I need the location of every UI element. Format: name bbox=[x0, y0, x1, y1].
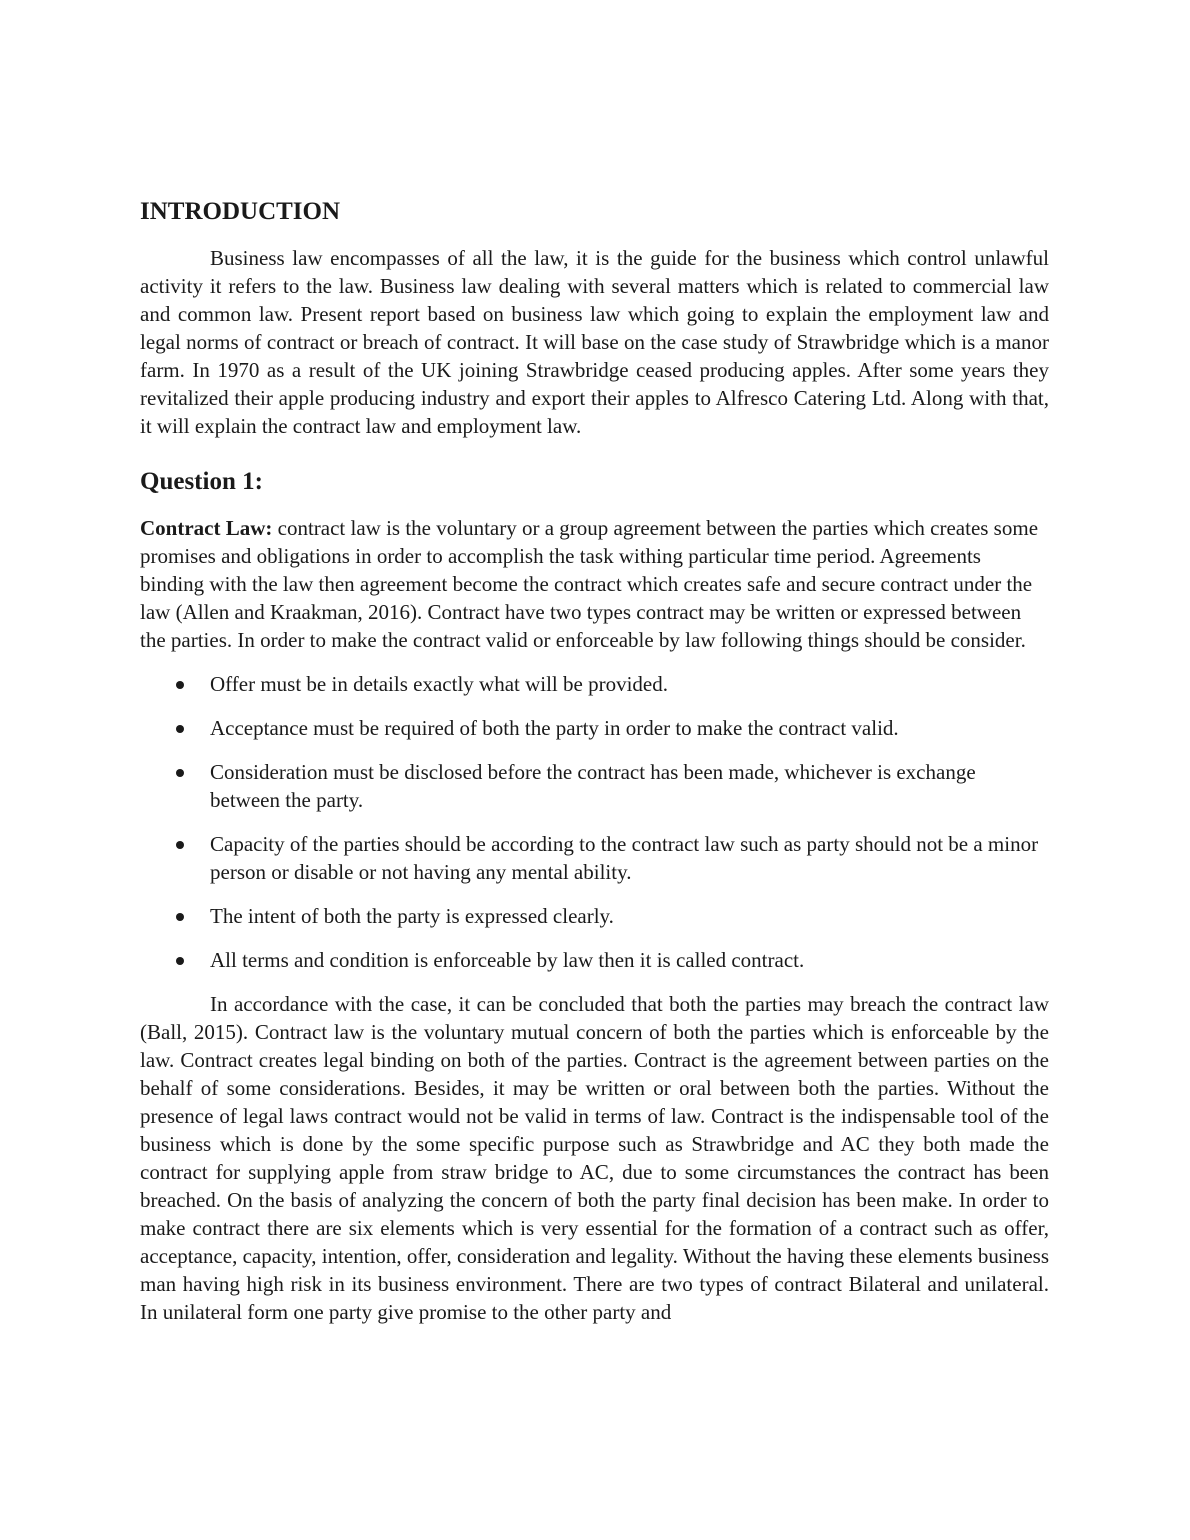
list-item bbox=[140, 946, 1040, 974]
list-item-text: Consideration must be disclosed before the contract has been made, whichever is exchange between the party. bbox=[210, 760, 976, 812]
list-item bbox=[140, 758, 1040, 814]
contract-law-label: Contract Law: bbox=[140, 516, 273, 540]
list-item bbox=[140, 830, 1040, 886]
bullet-icon bbox=[176, 769, 184, 777]
bullet-icon bbox=[176, 957, 184, 965]
list-item bbox=[140, 670, 1040, 698]
list-item-text: Capacity of the parties should be according to the contract law such as party should not be a minor person or disable or not having any mental ability. bbox=[210, 832, 1039, 884]
conclusion-paragraph: In accordance with the case, it can be concluded that both the parties may breach the contract law (Ball, 2015). Contract law is the voluntary mutual concern of both the parties which is enforceable by the law. Contract creates legal binding on both of the parties. Contract is the agreement between parties on the behalf of some considerations. Besides, it may be written or oral between both the parties. Without the presence of legal laws contract would not be valid in terms of law. Contract is the indispensable tool of the business which is done by the some specific purpose such as Strawbridge and AC they both made the contract for supplying apple from straw bridge to AC, due to some circumstances the contract has been breached. On the basis of analyzing the concern of both the party final decision has been make. In order to make contract there are six elements which is very essential for the formation of a contract such as offer, acceptance, capacity, intention, offer, consideration and legality. Without the having these elements business man having high risk in its business environment. There are two types of contract Bilateral and unilateral. In unilateral form one party give promise to the other party and bbox=[140, 992, 1049, 1324]
bullet-icon bbox=[176, 913, 184, 921]
bullet-icon bbox=[176, 725, 184, 733]
list-item-text: The intent of both the party is expressed clearly. bbox=[210, 904, 614, 928]
question-1-heading: Question 1: bbox=[140, 468, 263, 495]
contract-law-text: contract law is the voluntary or a group agreement between the parties which creates some promises and obligations in order to accomplish the task withing particular time period. Agreements binding with the law then agreement become the contract which creates safe and secure contract under the law (Allen and Kraakman, 2016). Contract have two types contract may be written or expressed between the parties. In order to make the contract valid or enforceable by law following things should be consider. bbox=[140, 516, 1039, 652]
introduction-paragraph: Business law encompasses of all the law, it is the guide for the business which control unlawful activity it refers to the law. Business law dealing with several matters which is related to commercial law and common law. Present report based on business law which going to explain the employment law and legal norms of contract or breach of contract. It will base on the case study of Strawbridge which is a manor farm. In 1970 as a result of the UK joining Strawbridge ceased producing apples. After some years they revitalized their apple producing industry and export their apples to Alfresco Catering Ltd. Along with that, it will explain the contract law and employment law. bbox=[140, 246, 1049, 438]
introduction-heading: INTRODUCTION bbox=[140, 198, 341, 225]
contract-requirements-list bbox=[140, 670, 1049, 974]
bullet-icon bbox=[176, 681, 184, 689]
list-item-text: All terms and condition is enforceable by law then it is called contract. bbox=[210, 948, 805, 972]
bullet-icon bbox=[176, 841, 184, 849]
document-page bbox=[140, 194, 1049, 1326]
list-item bbox=[140, 902, 1040, 930]
list-item-text: Acceptance must be required of both the party in order to make the contract valid. bbox=[210, 716, 899, 740]
list-item bbox=[140, 714, 1040, 742]
contract-law-paragraph bbox=[140, 514, 1049, 654]
list-item-text: Offer must be in details exactly what will be provided. bbox=[210, 672, 668, 696]
